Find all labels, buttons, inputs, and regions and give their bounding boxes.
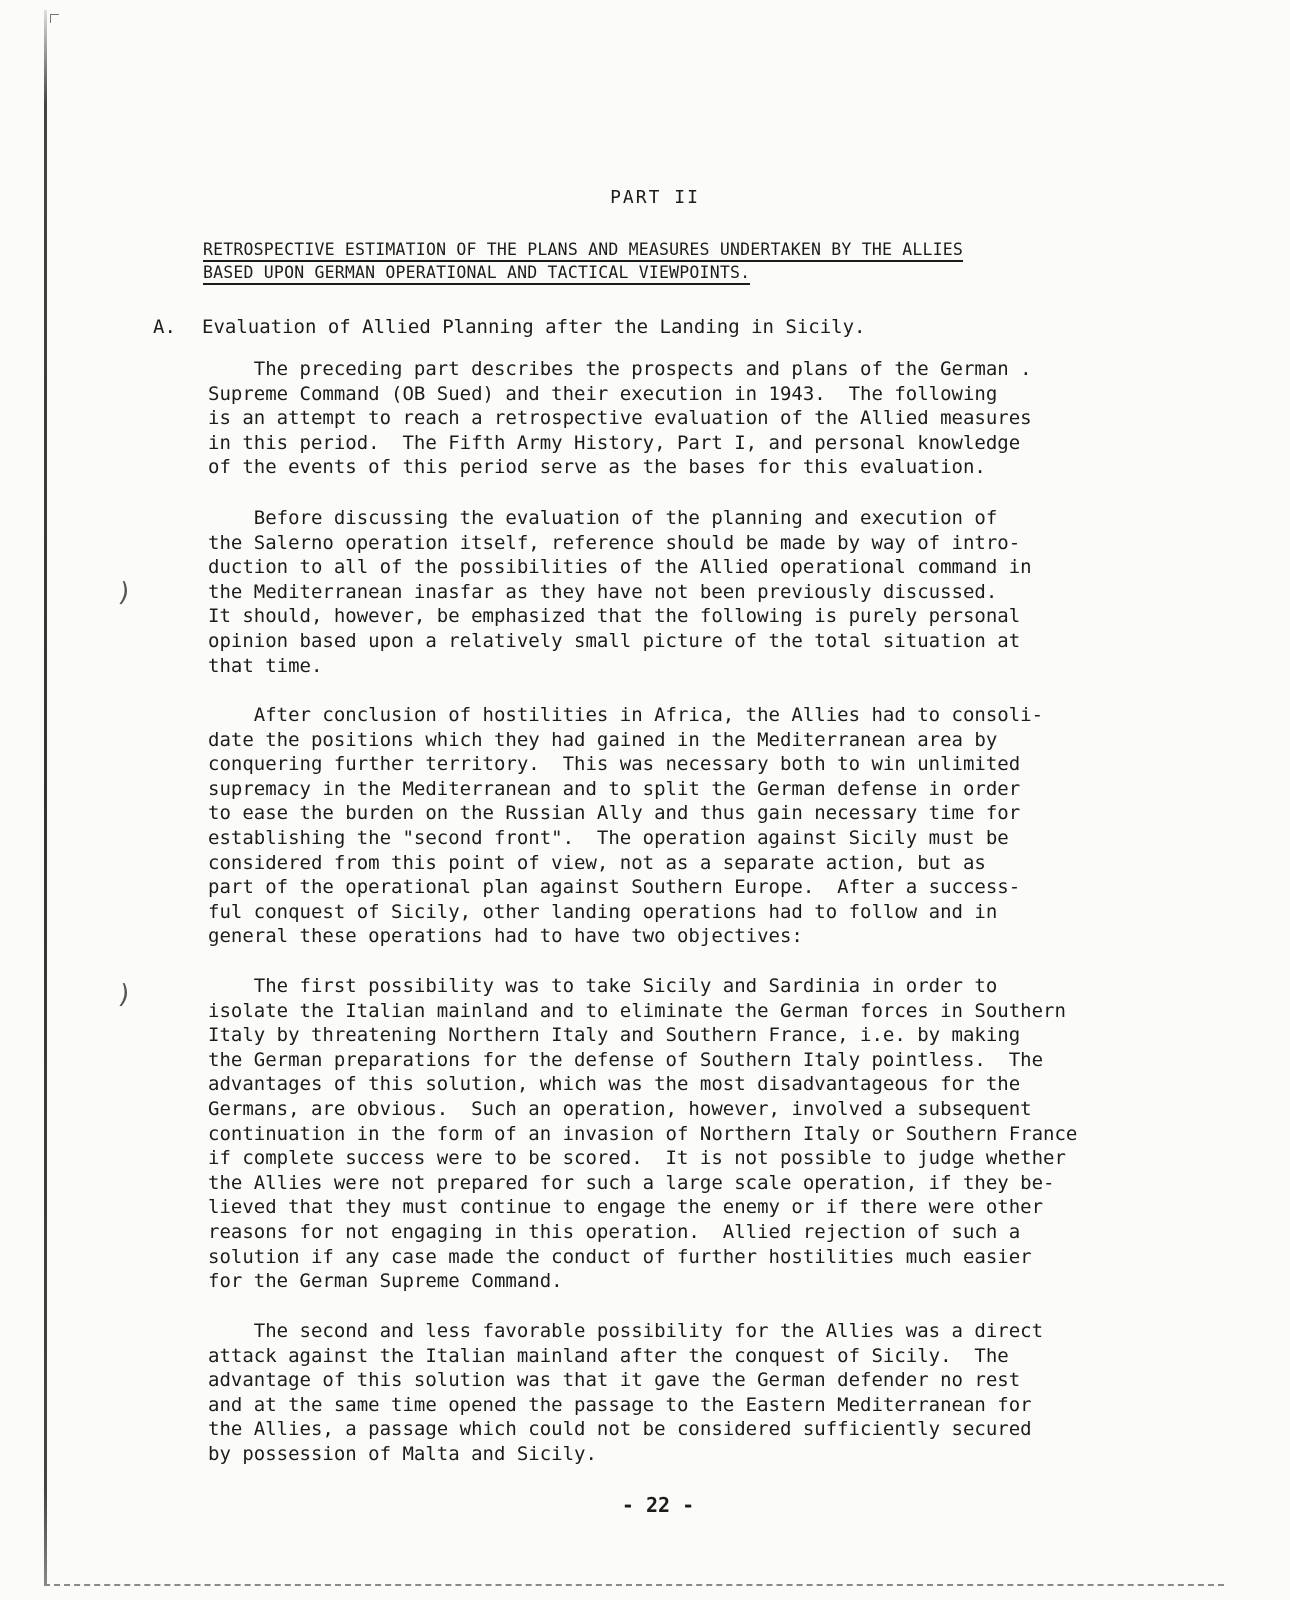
paragraph-line: Before discussing the evaluation of the planning and execution of: [208, 507, 998, 529]
paragraph-line: The first possibility was to take Sicily and Sardinia in order to: [208, 975, 998, 997]
paragraph-line: by possession of Malta and Sicily.: [208, 1442, 597, 1465]
paragraph-line: is an attempt to reach a retrospective evaluation of the Allied measures: [208, 407, 1032, 430]
paragraph-line: duction to all of the possibilities of the Allied operational command in: [208, 556, 1032, 579]
section-heading: [153, 316, 865, 338]
paragraph-line: general these operations had to have two objectives:: [208, 925, 803, 948]
paragraph-line: The preceding part describes the prospects and plans of the German .: [208, 358, 1032, 380]
paragraph-line: The second and less favorable possibility for the Allies was a direct: [208, 1320, 1044, 1342]
margin-mark: ): [116, 979, 132, 1011]
page-number: - 22 -: [621, 1493, 695, 1517]
paragraph-line: the Salerno operation itself, reference should be made by way of intro-: [208, 531, 1021, 554]
paragraph-line: Germans, are obvious. Such an operation, however, involved a subsequent: [208, 1097, 1032, 1120]
title-line: BASED UPON GERMAN OPERATIONAL AND TACTICAL VIEWPOINTS.: [203, 261, 1143, 284]
paragraph-line: date the positions which they had gained in the Mediterranean area by: [208, 728, 998, 751]
paragraph-line: isolate the Italian mainland and to eliminate the German forces in Southern: [208, 999, 1066, 1022]
paragraph-line: to ease the burden on the Russian Ally and thus gain necessary time for: [208, 802, 1021, 825]
paragraph-line: ful conquest of Sicily, other landing operations had to follow and in: [208, 900, 998, 923]
paragraph: [208, 974, 1128, 1294]
title-line: RETROSPECTIVE ESTIMATION OF THE PLANS AND MEASURES UNDERTAKEN BY THE ALLIES: [203, 238, 1143, 261]
paragraph-line: opinion based upon a relatively small picture of the total situation at: [208, 629, 1021, 652]
paragraph-line: After conclusion of hostilities in Africa, the Allies had to consoli-: [208, 704, 1044, 726]
paragraph: [208, 506, 1128, 678]
scan-left-edge: [44, 10, 47, 1585]
scan-corner-mark: [50, 14, 59, 23]
paragraph-line: It should, however, be emphasized that the following is purely personal: [208, 605, 1021, 628]
paragraph-line: for the German Supreme Command.: [208, 1270, 563, 1293]
paragraph-line: solution if any case made the conduct of further hostilities much easier: [208, 1245, 1032, 1268]
paragraph: [208, 703, 1128, 949]
paragraph-line: advantages of this solution, which was the most disadvantageous for the: [208, 1073, 1021, 1096]
paragraph-line: in this period. The Fifth Army History, Part I, and personal knowledge: [208, 431, 1021, 454]
paragraph: [208, 1319, 1128, 1467]
paragraph-line: Supreme Command (OB Sued) and their execution in 1943. The following: [208, 382, 998, 405]
paragraph-line: the Mediterranean inasfar as they have not been previously discussed.: [208, 580, 998, 603]
document-title: [203, 238, 1143, 284]
paragraph: [208, 357, 1128, 480]
section-heading-text: Evaluation of Allied Planning after the Landing in Sicily.: [202, 316, 866, 338]
paragraph-line: establishing the "second front". The operation against Sicily must be: [208, 826, 1009, 849]
paragraph-line: Italy by threatening Northern Italy and Southern France, i.e. by making: [208, 1024, 1021, 1047]
paragraph-line: conquering further territory. This was necessary both to win unlimited: [208, 753, 1021, 776]
paragraph-line: advantage of this solution was that it gave the German defender no rest: [208, 1369, 1021, 1392]
paragraph-line: of the events of this period serve as the bases for this evaluation.: [208, 456, 986, 479]
paragraph-line: continuation in the form of an invasion of Northern Italy or Southern France: [208, 1122, 1078, 1145]
paragraph-line: the Allies were not prepared for such a large scale operation, if they be-: [208, 1171, 1055, 1194]
paragraph-line: attack against the Italian mainland after the conquest of Sicily. The: [208, 1344, 1009, 1367]
scan-bottom-edge: [44, 1584, 1224, 1586]
part-heading: PART II: [610, 187, 700, 208]
paragraph-line: supremacy in the Mediterranean and to split the German defense in order: [208, 777, 1021, 800]
section-letter: A.: [153, 316, 176, 338]
margin-mark: ): [116, 577, 132, 609]
paragraph-line: part of the operational plan against Southern Europe. After a success-: [208, 876, 1021, 899]
paragraph-line: the Allies, a passage which could not be considered sufficiently secured: [208, 1418, 1032, 1441]
paragraph-line: lieved that they must continue to engage the enemy or if there were other: [208, 1196, 1044, 1219]
paragraph-line: and at the same time opened the passage to the Eastern Mediterranean for: [208, 1393, 1032, 1416]
paragraph-line: if complete success were to be scored. It is not possible to judge whether: [208, 1147, 1066, 1170]
paragraph-line: reasons for not engaging in this operation. Allied rejection of such a: [208, 1220, 1021, 1243]
paragraph-line: the German preparations for the defense of Southern Italy pointless. The: [208, 1048, 1044, 1071]
paragraph-line: that time.: [208, 654, 323, 677]
paragraph-line: considered from this point of view, not as a separate action, but as: [208, 851, 986, 874]
